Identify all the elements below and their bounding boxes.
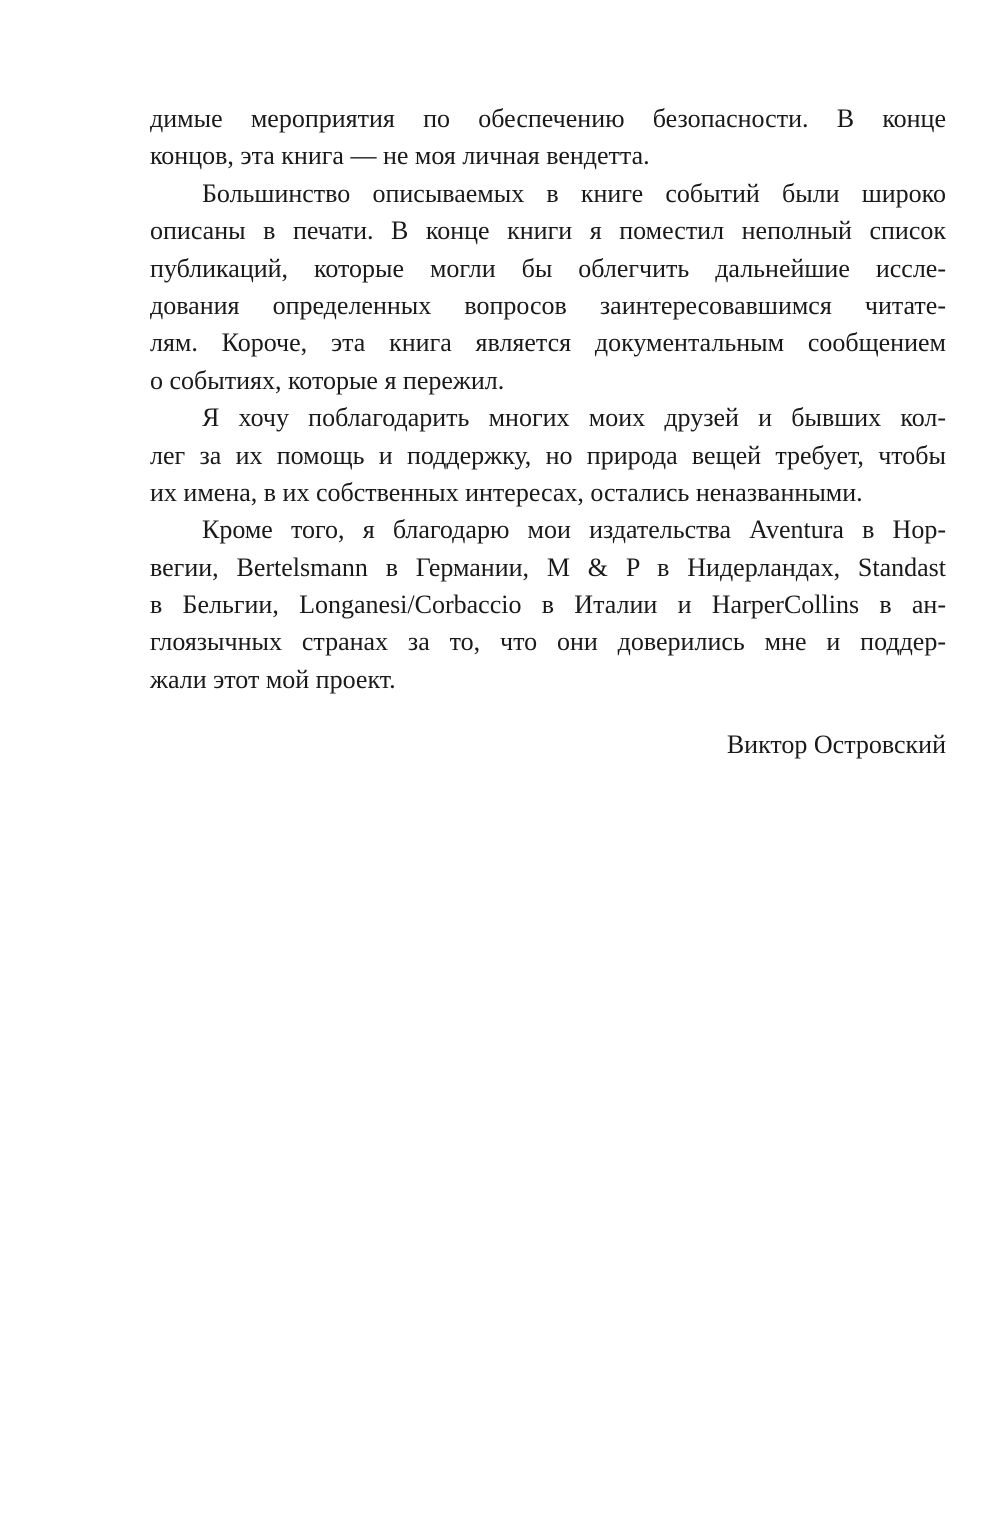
text-line: их имена, в их собственных интересах, остались неназванными. [150,477,863,507]
text-line: публикаций, которые могли бы облегчить дальнейшие иссле- [150,253,946,283]
text-line: дования определенных вопросов заинтересовавшимся читате- [150,290,946,320]
text-line: Большинство описываемых в книге событий были широко [202,178,946,208]
body-text [150,100,946,698]
text-line: Кроме того, я благодарю мои издательства Aventura в Нор- [202,515,946,545]
text-line: глоязычных странах за то, что они доверились мне и поддер- [150,627,946,657]
text-line: лям. Короче, эта книга является документальным сообщением [150,328,946,358]
text-line: описаны в печати. В конце книги я поместил неполный список [150,216,946,246]
text-line: Я хочу поблагодарить многих моих друзей и бывших кол- [202,403,946,433]
text-line: димые мероприятия по обеспечению безопасности. В конце [150,104,946,133]
text-line: жали этот мой проект. [150,664,396,694]
text-line: лег за их помощь и поддержку, но природа вещей требует, чтобы [150,440,946,470]
text-line: в Бельгии, Longanesi/Corbaccio в Италии и HarperCollins в ан- [150,590,946,620]
author-signature: Виктор Островский [726,730,946,759]
text-line: вегии, Bertelsmann в Германии, M & P в Нидерландах, Standast [150,552,946,582]
text-line: о событиях, которые я пережил. [150,365,505,395]
text-line: концов, эта книга — не моя личная вендетта. [150,141,650,171]
